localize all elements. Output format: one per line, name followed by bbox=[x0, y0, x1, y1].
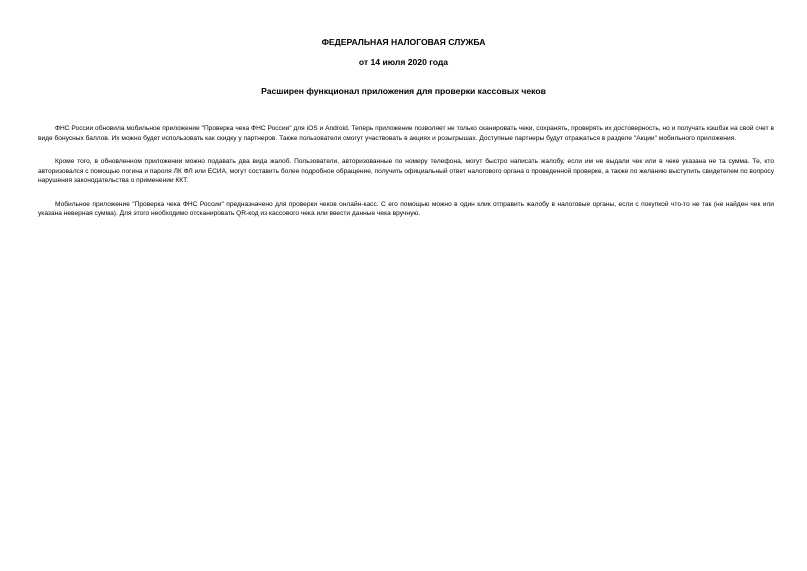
paragraph-2: Кроме того, в обновленном приложении можно подавать два вида жалоб. Пользователи, авторизованные по номеру телефона, могут быстро написать жалобу, если им не выдали чек или в чеке указана не та сумма. Те, кто авторизовался с помощью логина и пароля ЛК ФЛ или ЕСИА, могут составить более подробное обращение, получить официальный ответ налогового органа о проведенной проверке, а также по желанию выступить свидетелем по вопросу нарушения законодательства о применении ККТ. bbox=[38, 157, 774, 185]
organization-heading: ФЕДЕРАЛЬНАЯ НАЛОГОВАЯ СЛУЖБА bbox=[321, 37, 486, 47]
paragraph-1: ФНС России обновила мобильное приложение "Проверка чека ФНС России" для iOS и Android. Теперь приложение позволяет не только сканировать чеки, сохранять, проверять их достоверность, но и получать кэшбэк на свой счет в виде бонусных баллов. Их можно будет использовать как скидку у партнеров. Также пользователи смогут участвовать в акциях и розыгрышах. Доступные партнеры будут отражаться в разделе "Акции" мобильного приложения. bbox=[38, 125, 774, 142]
document-title: Расширен функционал приложения для проверки кассовых чеков bbox=[261, 86, 546, 96]
paragraph-3: Мобильное приложение "Проверка чека ФНС России" предназначено для проверки чеков онлайн-касс. С его помощью можно в один клик отправить жалобу в налоговые органы, если с покупкой что-то не так (не найден чек или указана неверная сумма). Для этого необходимо отсканировать QR-код из кассового чека или ввести данные чека вручную. bbox=[38, 200, 774, 218]
document-body bbox=[38, 124, 774, 232]
document-date: от 14 июля 2020 года bbox=[358, 57, 449, 67]
